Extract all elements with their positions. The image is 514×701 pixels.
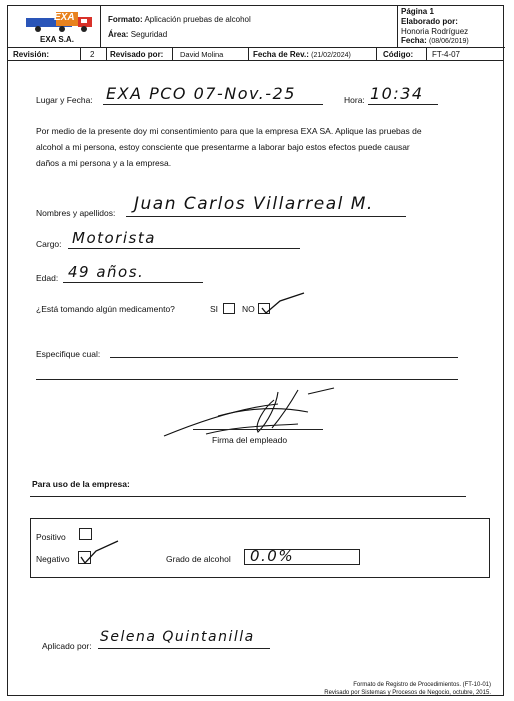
no-checkmark [258,291,308,315]
place-date-label: Lugar y Fecha: [36,95,93,105]
applied-value: Selena Quintanilla [100,629,255,645]
company-use-title: Para uso de la empresa: [32,479,130,489]
footer-line-1: Formato de Registro de Procedimientos. (FT-10-01) [353,682,491,688]
consent-line-2: alcohol a mi persona, estoy consciente que presentarme a laborar bajo estos efectos puede causar [36,142,410,152]
revision-value: 2 [90,50,95,59]
hour-value: 10:34 [370,84,424,103]
area-row: Área: Seguridad [108,30,168,39]
reviewed-value: David Molina [180,50,224,59]
company-name: EXA S.A. [40,35,74,44]
revision-label: Revisión: [13,50,50,59]
name-label: Nombres y apellidos: [36,208,116,218]
header-date: Fecha: (08/06/2019) [401,36,469,45]
consent-line-3: daños a mi persona y a la empresa. [36,158,172,168]
age-label: Edad: [36,273,59,283]
code-value: FT-4-07 [432,50,461,59]
rev-date: Fecha de Rev.: (21/02/2024) [253,50,351,59]
age-value: 49 años. [68,263,145,281]
position-label: Cargo: [36,239,62,249]
format-row: Formato: Aplicación pruebas de alcohol [108,15,251,24]
signature-label: Firma del empleado [212,435,288,445]
header-table [7,5,504,61]
alcohol-label: Grado de alcohol [166,554,231,564]
footer-line-2: Revisado por Sistemas y Procesos de Negocio, octubre, 2015. [324,690,491,696]
applied-label: Aplicado por: [42,641,92,651]
no-label: NO [242,304,255,314]
reviewed-label: Revisado por: [110,50,164,59]
alcohol-value: 0.0% [250,547,295,565]
negative-label: Negativo [36,554,70,564]
logo-text: EXA [54,12,75,23]
negative-checkmark [78,539,122,565]
prepared-label: Elaborado por: [401,17,458,26]
consent-line-1: Por medio de la presente doy mi consentimiento para que la empresa EXA SA. Aplique las pruebas de [36,126,422,136]
code-label: Código: [383,50,414,59]
yes-checkbox[interactable] [223,303,235,314]
medication-question: ¿Está tomando algún medicamento? [36,304,175,314]
specify-label: Especifique cual: [36,349,101,359]
form-body [7,61,504,696]
page-number: Página 1 [401,7,434,16]
position-value: Motorista [72,229,156,247]
name-value: Juan Carlos Villarreal M. [134,194,374,214]
prepared-value: Honoria Rodríguez [401,27,469,36]
positive-label: Positivo [36,532,66,542]
place-date-value: EXA PCO 07-Nov.-25 [106,84,296,103]
hour-label: Hora: [344,95,365,105]
yes-label: SI [210,304,219,314]
